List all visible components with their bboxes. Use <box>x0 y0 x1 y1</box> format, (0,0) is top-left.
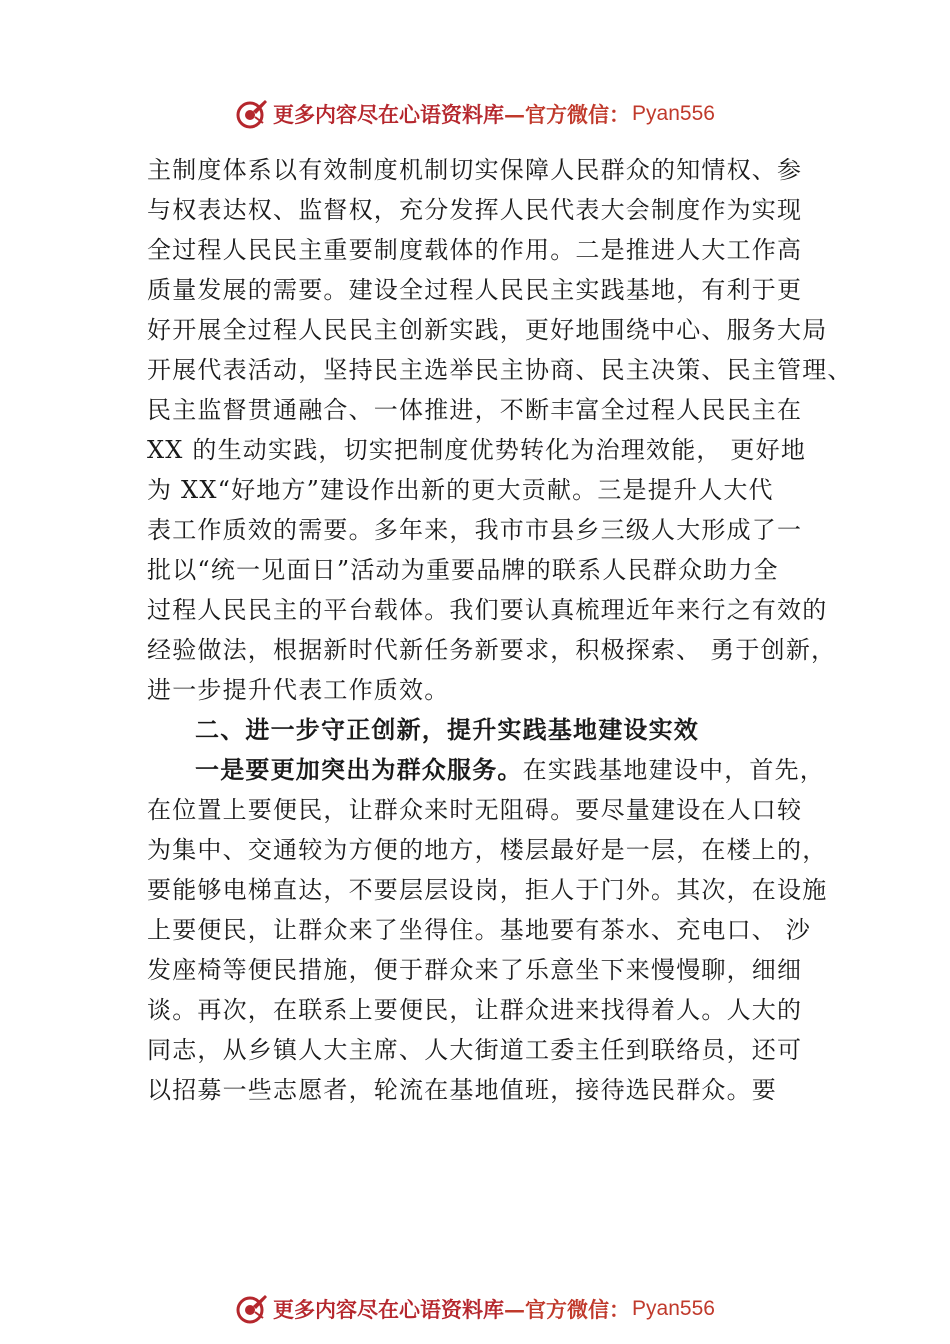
section-heading: 二、进一步守正创新，提升实践基地建设实效 <box>195 716 699 744</box>
text-line: XX 的生动实践，切实把制度优势转化为治理效能， 更好地 <box>147 436 807 464</box>
text-line: 要能够电梯直达，不要层层设岗，拒人于门外。其次，在设施 <box>147 876 828 904</box>
text-line: 开展代表活动，坚持民主选举民主协商、民主决策、民主管理、 <box>147 356 853 384</box>
text-line: 与权表达权、监督权，充分发挥人民代表大会制度作为实现 <box>147 196 803 224</box>
text-line: 过程人民民主的平台载体。我们要认真梳理近年来行之有效的 <box>147 596 828 624</box>
text-line: 同志，从乡镇人大主席、人大街道工委主任到联络员，还可 <box>147 1036 803 1064</box>
text-line: 民主监督贯通融合、一体推进，不断丰富全过程人民民主在 <box>147 396 803 424</box>
text-line: 主制度体系以有效制度机制切实保障人民群众的知情权、参 <box>147 156 803 184</box>
banner-wechat-id: Pyan556 <box>632 1297 715 1320</box>
text-line: 在位置上要便民，让群众来时无阻碍。要尽量建设在人口较 <box>147 796 803 824</box>
text-line: 发座椅等便民措施，便于群众来了乐意坐下来慢慢聊，细细 <box>147 956 803 984</box>
banner-wechat-id: Pyan556 <box>632 102 715 125</box>
paragraph-first-text: 在实践基地建设中，首先， <box>522 756 826 784</box>
text-line: 进一步提升代表工作质效。 <box>147 676 450 704</box>
text-line: 批以“统一见面日”活动为重要品牌的联系人民群众助力全 <box>147 556 779 584</box>
header-banner <box>0 94 950 134</box>
text-line: 经验做法，根据新时代新任务新要求，积极探索、 勇于创新， <box>147 636 837 664</box>
banner-main-text: 更多内容尽在心语资料库 <box>273 102 505 127</box>
logo-icon <box>235 1292 269 1326</box>
paragraph-first-line <box>147 750 847 790</box>
logo-icon <box>235 97 269 131</box>
text-line: 以招募一些志愿者，轮流在基地值班，接待选民群众。要 <box>147 1076 777 1104</box>
footer-banner <box>0 1289 950 1329</box>
text-line: 上要便民，让群众来了坐得住。基地要有茶水、充电口、 沙 <box>147 916 812 944</box>
text-line: 质量发展的需要。建设全过程人民民主实践基地，有利于更 <box>147 276 803 304</box>
text-line: 全过程人民民主重要制度载体的作用。二是推进人大工作高 <box>147 236 803 264</box>
banner-main-text: 更多内容尽在心语资料库 <box>273 1297 505 1322</box>
text-line: 为 XX“好地方”建设作出新的更大贡献。三是提升人大代 <box>147 476 774 504</box>
paragraph-lead: 一是要更加突出为群众服务。 <box>195 755 523 784</box>
document-body <box>147 150 853 1110</box>
text-line: 谈。再次，在联系上要便民，让群众进来找得着人。人大的 <box>147 996 803 1024</box>
banner-official-text: —官方微信： <box>504 1297 631 1322</box>
text-line: 为集中、交通较为方便的地方，楼层最好是一层，在楼上的， <box>147 836 828 864</box>
text-line: 表工作质效的需要。多年来，我市市县乡三级人大形成了一 <box>147 516 803 544</box>
banner-official-text: —官方微信： <box>504 102 631 127</box>
text-line: 好开展全过程人民民主创新实践，更好地围绕中心、服务大局 <box>147 316 828 344</box>
